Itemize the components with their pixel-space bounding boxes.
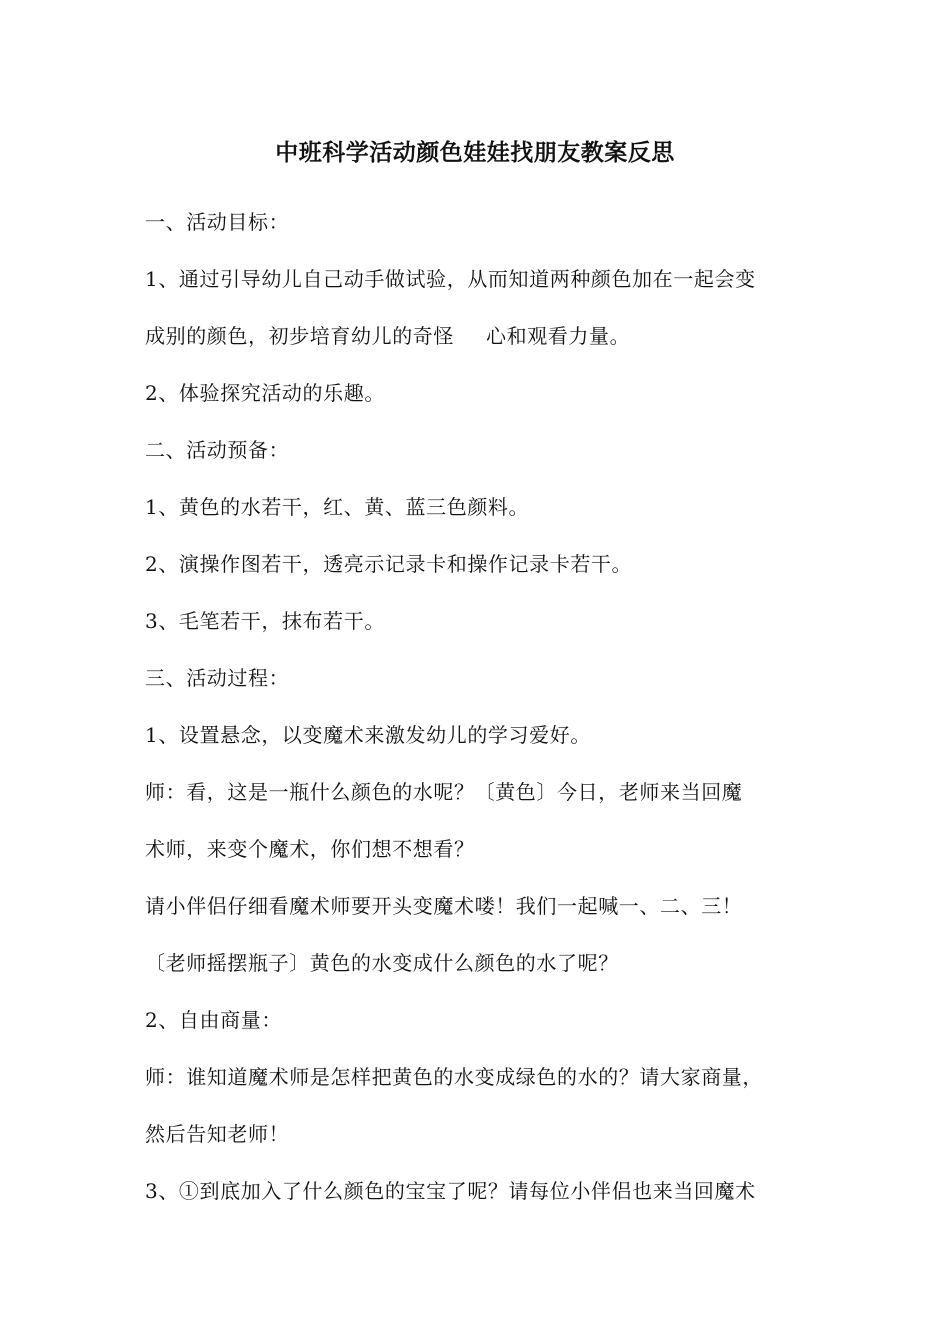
paragraph-line: 3、毛笔若干，抹布若干。 — [145, 609, 385, 633]
paragraph-line: 2、体验探究活动的乐趣。 — [145, 381, 385, 405]
paragraph-line: 1、黄色的水若干，红、黄、蓝三色颜料。 — [145, 495, 530, 519]
paragraph-line: 然后告知老师！ — [145, 1122, 290, 1146]
paragraph-line: 2、演操作图若干，透亮示记录卡和操作记录卡若干。 — [145, 552, 633, 576]
paragraph-line: 1、设置悬念，以变魔术来激发幼儿的学习爱好。 — [145, 723, 591, 747]
paragraph-line — [145, 322, 630, 350]
paragraph-line: 〔老师摇摆瓶子〕黄色的水变成什么颜色的水了呢？ — [145, 951, 619, 975]
paragraph-line: 2、自由商量： — [145, 1008, 282, 1032]
paragraph-line: 1、通过引导幼儿自己动手做试验，从而知道两种颜色加在一起会变 — [145, 267, 756, 291]
paragraph-line: 师：看，这是一瓶什么颜色的水呢？〔黄色〕今日，老师来当回魔 — [145, 780, 743, 804]
paragraph-line-part: 心和观看力量。 — [486, 324, 631, 348]
section-heading-goals: 一、活动目标： — [145, 210, 290, 234]
paragraph-line: 3、①到底加入了什么颜色的宝宝了呢？请每位小伴侣也来当回魔术 — [145, 1179, 756, 1203]
paragraph-line: 师：谁知道魔术师是怎样把黄色的水变成绿色的水的？请大家商量， — [145, 1065, 763, 1089]
document-title: 中班科学活动颜色娃娃找朋友教案反思 — [275, 139, 675, 166]
section-heading-preparation: 二、活动预备： — [145, 438, 290, 462]
section-heading-process: 三、活动过程： — [145, 666, 290, 690]
paragraph-line-part: 成别的颜色，初步培育幼儿的奇怪 — [145, 324, 454, 348]
paragraph-line: 请小伴侣仔细看魔术师要开头变魔术喽！我们一起喊一、二、三！ — [145, 894, 743, 918]
paragraph-line: 术师，来变个魔术，你们想不想看？ — [145, 837, 475, 861]
